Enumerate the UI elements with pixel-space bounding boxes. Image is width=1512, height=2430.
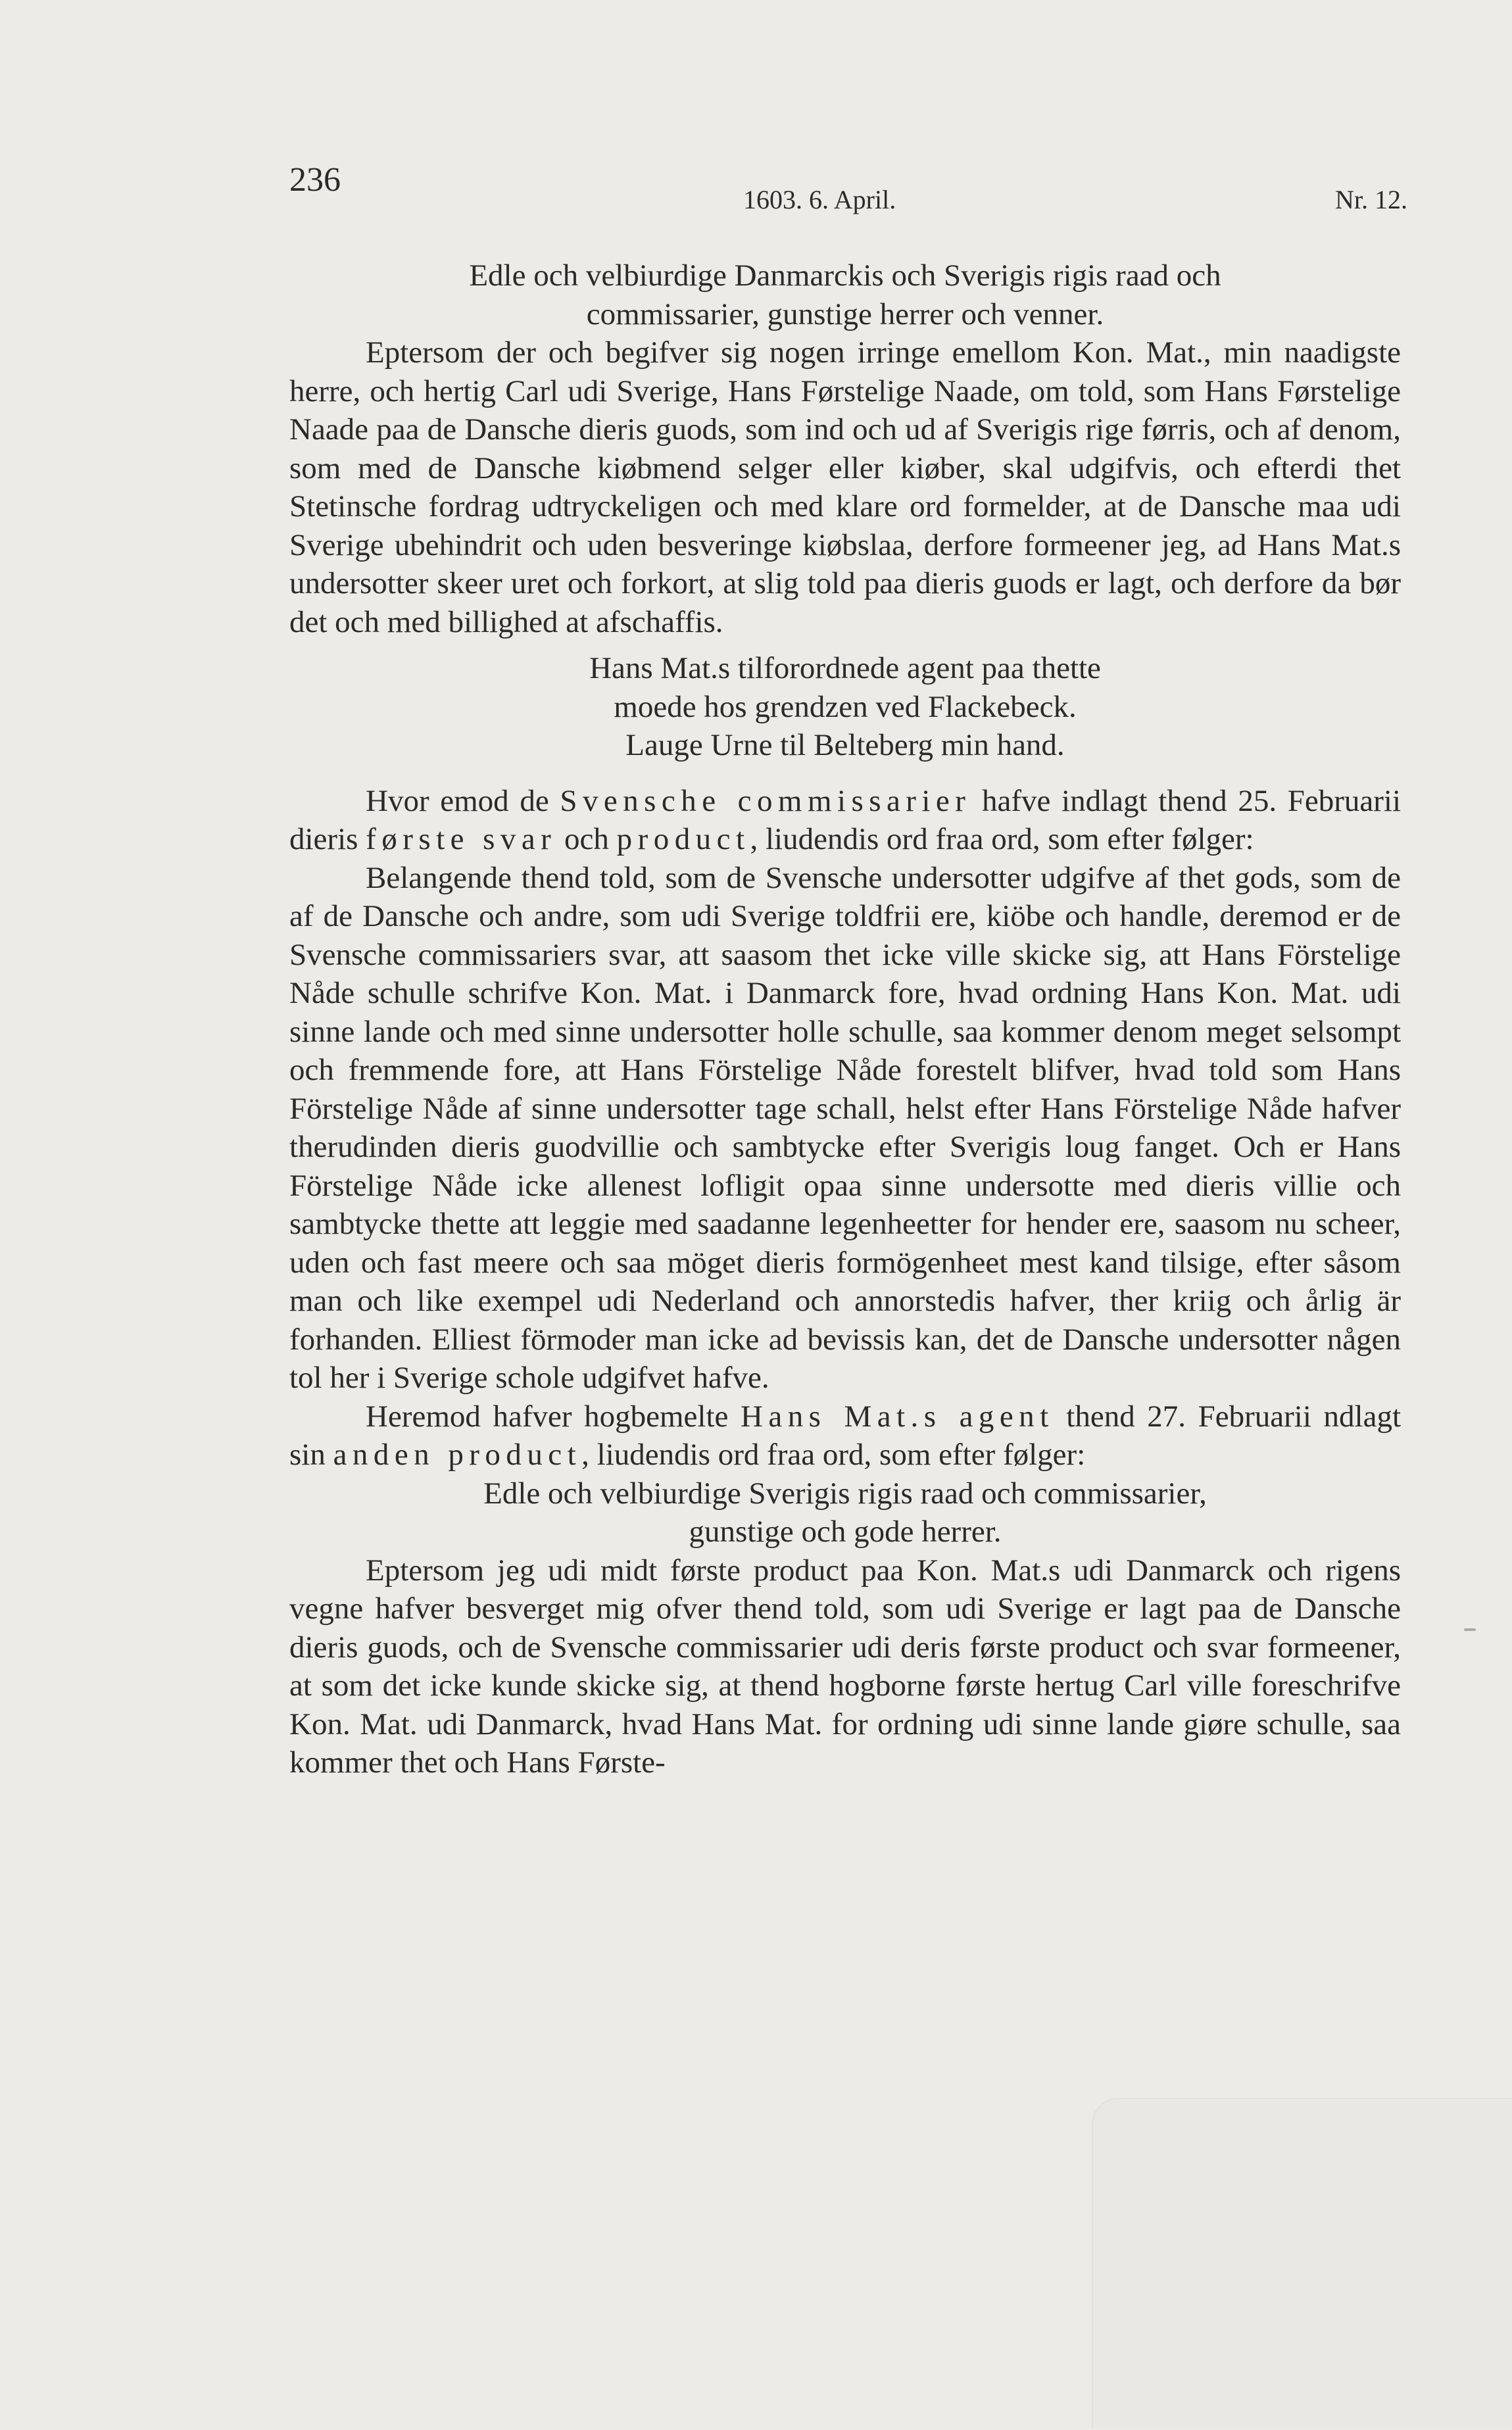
intro-text-3: , liudendis ord fraa ord, som efter følger: [750, 822, 1254, 856]
signature-line-2: moede hos grendzen ved Flackebeck. [614, 689, 1077, 724]
second-agent: Hans Mat.s agent [740, 1399, 1054, 1434]
signature-line-1: Hans Mat.s tilforordnede agent paa thette [589, 651, 1101, 685]
salutation-line-1: Edle och velbiurdige Danmarckis och Sverigis rigis raad och [469, 258, 1221, 293]
second-product: anden product [333, 1438, 582, 1472]
signature-line-3: Lauge Urne til Belteberg min hand. [625, 728, 1065, 762]
second-text-1: Heremod hafver hogbemelte [366, 1399, 741, 1434]
second-text-3: , liudendis ord fraa ord, som efter følger: [581, 1438, 1086, 1472]
paragraph-second-product: Eptersom jeg udi midt første product paa Kon. Mat.s udi Danmarck och rigens vegne hafver besverget mig ofver thend told, som udi Sverige er lagt paa de Dansche dieris guods, och de Svensche commissarier udi deris første product och svar formeener, at som det icke kunde skicke sig, at thend hogborne første hertug Carl ville foreschrifve Kon. Mat. udi Danmarck, hvad Hans Mat. for ordning udi sinne lande giøre schulle, saa kommer thet och Hans Første- [289, 1553, 1401, 1780]
paragraph-swedish-answer: Belangende thend told, som de Svensche undersotter udgifve af thet gods, som de af de Dansche och andre, som udi Sverige toldfrii ere, kiöbe och handle, deremod er de Svensche commissariers svar, att saasom thet icke ville skicke sig, att Hans Förstelige Nåde schulle schrifve Kon. Mat. i Danmarck fore, hvad ordning Hans Kon. Mat. udi sinne lande och med sinne undersotter holle schulle, saa kommer denom meget selsompt och fremmende fore, att Hans Förstelige Nåde forestelt blifver, hvad told som Hans Förstelige Nåde af sinne undersotter tage schall, helst efter Hans Förstelige Nåde hafver therudinden dieris guodvillie och sambtycke efter Sverigis loug fanget. Och er Hans Förstelige Nåde icke allenest lofligit opaa sinne undersotte med dieris villie och sambtycke thette att leggie med saadanne legenheetter for hender ere, saasom nu scheer, uden och fast meere och saa möget dieris formögenheet mest kand tilsige, efter såsom man och like exempel udi Nederland och annorstedis hafver, ther kriig och årlig är forhanden. Elliest förmoder man icke ad bevissis kan, det de Dansche undersotter någen tol her i Sverige schole udgifvet hafve. [289, 860, 1401, 1395]
intro-och: och [556, 822, 617, 856]
page-header [289, 161, 1407, 217]
header-date: 1603. 6. April. [743, 185, 896, 214]
paragraph-swedish-intro [289, 782, 1401, 859]
paragraph-danish-complaint: Eptersom der och begifver sig nogen irringe emellom Kon. Mat., min naadigste herre, och hertig Carl udi Sverige, Hans Førstelige Naade, om told, som Hans Førstelige Naade paa de Dansche dieris guods, som ind och ud af Sverigis rige førris, och af denom, som med de Dansche kiøbmend selger eller kiøber, skal udgifvis, och efterdi thet Stetinsche fordrag udtryckeligen och med klare ord formelder, at de Dansche maa udi Sverige ubehindrit och uden besveringe kiøbslaa, derfore formeener jeg, ad Hans Mat.s undersotter skeer uret och forkort, at slig told paa dieris guods er lagt, och derfore da bør det och med billighed at afschaffis. [289, 335, 1401, 639]
intro-product: product [616, 822, 750, 856]
intro-text-1: Hvor emod de [366, 783, 560, 818]
document-body [289, 256, 1401, 1782]
paragraph-second-product-intro [289, 1397, 1401, 1474]
salutation2-line-2: gunstige och gode herrer. [689, 1515, 1002, 1549]
intro-swedish-commissioners: Svensche commissarier [560, 783, 971, 818]
salutation-line-2: commissarier, gunstige herrer och venner. [586, 297, 1104, 331]
salutation2-line-1: Edle och velbiurdige Sverigis rigis raad och commissarier, [483, 1476, 1207, 1511]
intro-text-2: hafve indlagt thend 25. Februarii dieris [289, 783, 1402, 856]
margin-mark [1464, 1628, 1476, 1631]
intro-first-answer: første svar [366, 822, 557, 856]
paper-stain [1092, 2098, 1512, 2428]
second-text-2: thend 27. Februarii ndlagt sin [289, 1399, 1402, 1472]
page-number: 236 [289, 161, 341, 199]
document-number: Nr. 12. [1335, 185, 1407, 214]
